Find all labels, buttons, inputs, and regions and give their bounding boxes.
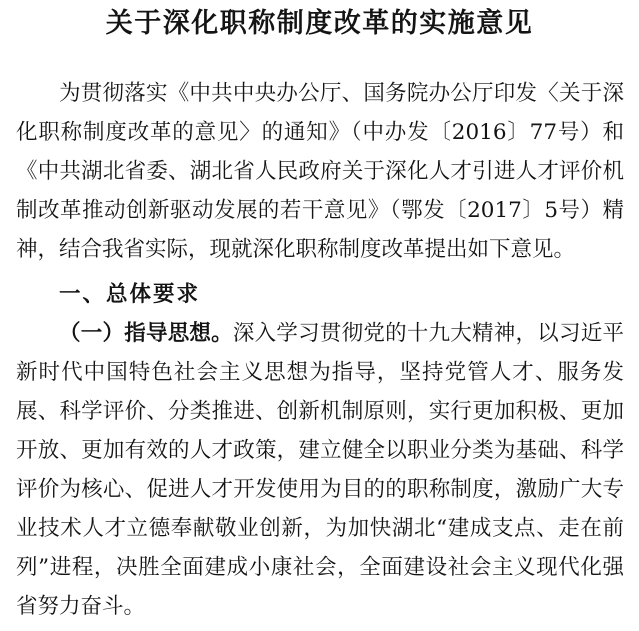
document-title: 关于深化职称制度改革的实施意见: [105, 8, 534, 39]
subsection-line-1: 新时代中国特色社会主义思想为指导，坚持党管人才、服务发: [16, 360, 624, 385]
preamble-line-2: 化职称制度改革的意见〉的通知》（中办发〔2016〕77号）和: [16, 120, 624, 145]
section-heading: 一、总体要求: [59, 282, 201, 307]
subsection-line-6: 列”进程，决胜全面建成小康社会，全面建设社会主义现代化强: [16, 555, 624, 580]
subsection-line-3: 开放、更加有效的人才政策，建立健全以职业分类为基础、科学: [16, 438, 624, 463]
subsection-lead: （一）指导思想。: [59, 321, 233, 346]
subsection-line-2: 展、科学评价、分类推进、创新机制原则，实行更加积极、更加: [16, 399, 624, 424]
preamble-line-3: 《中共湖北省委、湖北省人民政府关于深化人才引进人才评价机: [16, 159, 624, 184]
subsection-line-5: 业技术人才立德奉献敬业创新，为加快湖北“建成支点、走在前: [16, 516, 624, 541]
preamble-line-1: 为贯彻落实《中共中央办公厅、国务院办公厅印发〈关于深: [59, 81, 624, 106]
subsection-first-line: [59, 316, 624, 352]
subsection-line-4: 评价为核心、促进人才开发使用为目的的职称制度，激励广大专: [16, 477, 624, 502]
subsection-line-7: 省努力奋斗。: [16, 594, 146, 619]
preamble-line-5: 神，结合我省实际，现就深化职称制度改革提出如下意见。: [16, 237, 576, 262]
preamble-line-4: 制改革推动创新驱动发展的若干意见》（鄂发〔2017〕5号）精: [16, 198, 624, 223]
subsection-first-rest: 深入学习贯彻党的十九大精神，以习近平: [232, 321, 624, 346]
